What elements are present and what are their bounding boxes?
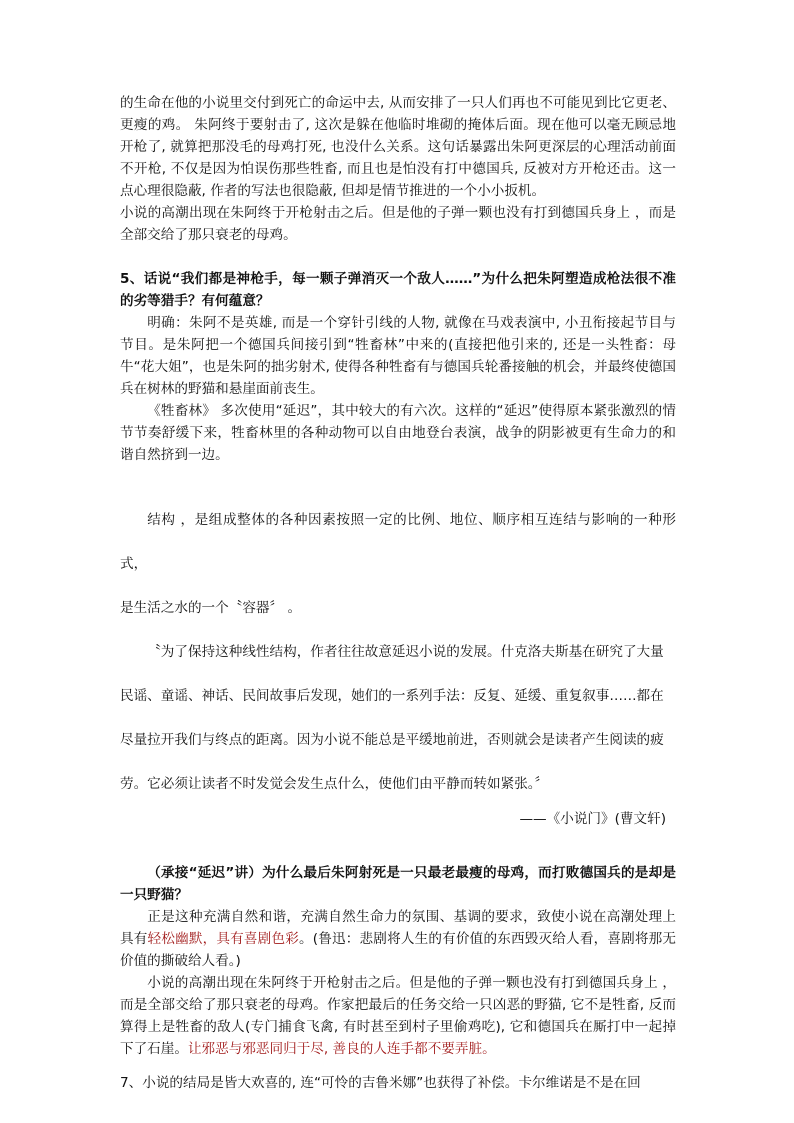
document-page — [120, 92, 676, 1094]
quote-line-4: 民谣、童谣、神话、民间故事后发现，她们的一系列手法：反复、延缓、重复叙事……都在 — [120, 688, 664, 704]
question-5: 5、话说“我们都是神枪手，每一颗子弹消灭一个敌人……”为什么把朱阿塑造成枪法很不准的劣等猎手？有何蕴意？ — [120, 271, 676, 309]
quote-line-5: 尽量拉开我们与终点的距离。因为小说不能总是平缓地前进，否则就会是读者产生阅读的疲 — [120, 732, 664, 748]
quote-line-1: 结构 ，是组成整体的各种因素按照一定的比例、地位、顺序相互连结与影响的一种形式， — [120, 512, 676, 572]
answer-5-part-2: 《牲畜林》 多次使用“延迟”，其中较大的有六次。这样的“延迟”使得原本紧张激烈的情节节奏舒缓下来，牲畜林里的各种动物可以自由地登台表演，战争的阴影被更有生命力的和谐自然挤到一边。 — [120, 403, 676, 463]
question-7: 7、小说的结局是皆大欢喜的, 连“可怜的吉鲁米娜”也获得了补偿。卡尔维诺是不是在回 — [120, 1075, 641, 1091]
paragraph-1: 的生命在他的小说里交付到死亡的命运中去, 从而安排了一只人们再也不可能见到比它更老、更瘦的鸡。 朱阿终于要射击了, 这次是躲在他临时堆砌的掩体后面。现在他可以毫无顾忌地开枪了, 就算把那没毛的母鸡打死, 也没什么关系。这句话暴露出朱阿更深层的心理活动前面不开枪, 不仅是因为怕误伤那些牲畜, 而且也是怕没有打中德国兵, 反被对方开枪还击。这一点心理很隐蔽, 作者的写法也很隐蔽, 但却是情节推进的一个小小扳机。 — [120, 95, 676, 199]
quote-line-2: 是生活之水的一个〝容器〞 。 — [120, 600, 302, 616]
quote-attribution: ——《小说门》(曹文轩) — [519, 811, 666, 827]
answer-6-highlight-evil: 让邪恶与邪恶同归于尽, 善良的人连手都不要弄脏。 — [187, 1041, 496, 1057]
question-6: （承接“延迟”讲）为什么最后朱阿射死是一只最老最瘦的母鸡，而打败德国兵的是却是一只野猫？ — [120, 865, 676, 903]
answer-6-highlight-humor: 轻松幽默，具有喜剧色彩 — [147, 931, 299, 947]
answer-6-part-1 — [120, 906, 676, 972]
answer-6-part-1-text-a: 正是这种充满自然和谐，充满自然生命力的氛围、基调的要求，致使小说在高潮处理上具有 — [120, 909, 676, 947]
answer-6-part-2 — [120, 972, 676, 1060]
answer-6-part-2-text: 小说的高潮出现在朱阿终于开枪射击之后。但是他的子弹一颗也没有打到德国兵身上 ，而是全部交给了那只衰老的母鸡。作家把最后的任务交给一只凶恶的野猫, 它不是牲畜, 反而算得上是牲畜的敌人(专门捕食飞禽, 有时甚至到村子里偷鸡吃), 它和德国兵在厮打中一起掉下了石崖。 — [120, 975, 676, 1057]
answer-6-part-1-text-b: 。(鲁迅：悲剧将人生的有价值的东西毁灭给人看，喜剧将那无价值的撕破给人看。) — [120, 931, 677, 969]
answer-5-part-1: 明确：朱阿不是英雄, 而是一个穿针引线的人物, 就像在马戏表演中, 小丑衔接起节目与节目。是朱阿把一个德国兵间接引到“牲畜林”中来的(直接把他引来的, 还是一头牲畜：母牛“花大姐”，也是朱阿的拙劣射术, 使得各种牲畜有与德国兵轮番接触的机会，并最终使德国兵在树林的野猫和悬崖面前丧生。 — [120, 315, 676, 397]
paragraph-2: 小说的高潮出现在朱阿终于开枪射击之后。但是他的子弹一颗也没有打到德国兵身上 ，而是全部交给了那只衰老的母鸡。 — [120, 205, 676, 243]
quote-line-6: 劳。它必须让读者不时发觉会发生点什么，使他们由平静而转如紧张。〞 — [120, 776, 549, 792]
quote-line-3: 〝为了保持这种线性结构，作者往往故意延迟小说的发展。什克洛夫斯基在研究了大量 — [147, 644, 664, 660]
structure-quote-block — [120, 498, 676, 806]
